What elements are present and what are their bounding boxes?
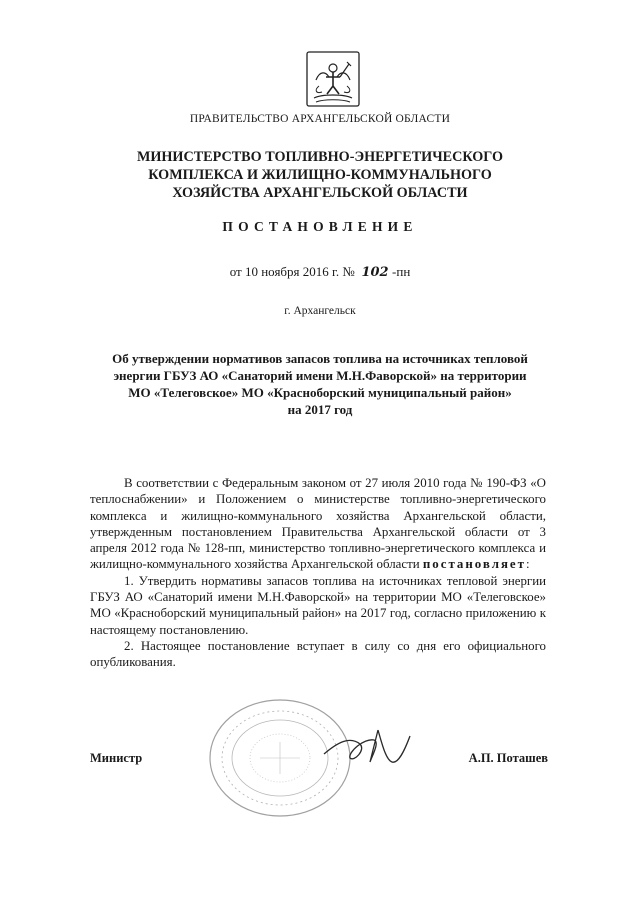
title-line: энергии ГБУЗ АО «Санаторий имени М.Н.Фаворской» на территории	[113, 368, 527, 383]
document-title	[110, 350, 530, 418]
ministry-line: ХОЗЯЙСТВА АРХАНГЕЛЬСКОЙ ОБЛАСТИ	[172, 185, 468, 201]
decree-colon: :	[525, 557, 530, 572]
decree-word: постановляет	[422, 557, 526, 572]
title-line: на 2017 год	[287, 402, 353, 417]
preamble-paragraph	[90, 475, 546, 573]
document-type: ПОСТАНОВЛЕНИЕ	[222, 219, 418, 234]
government-name: ПРАВИТЕЛЬСТВО АРХАНГЕЛЬСКОЙ ОБЛАСТИ	[189, 113, 451, 125]
handwritten-signature-icon	[320, 722, 415, 778]
document-date: от 10 ноября 2016 г. №	[229, 264, 355, 279]
ministry-line: КОМПЛЕКСА И ЖИЛИЩНО-КОММУНАЛЬНОГО	[148, 167, 492, 183]
title-line: Об утверждении нормативов запасов топлива на источниках тепловой	[112, 351, 528, 366]
document-body	[90, 475, 546, 671]
item-1: 1. Утвердить нормативы запасов топлива на источниках тепловой энергии ГБУЗ АО «Санаторий имени М.Н.Фаворской» на территории МО «Телеговское» МО «Красноборский муниципальный район» на 2017 год, согласно приложению к настоящему постановлению.	[90, 573, 546, 637]
signatory-name: А.П. Поташев	[468, 751, 548, 765]
city: г. Архангельск	[284, 305, 356, 317]
document-number-suffix: -пн	[392, 264, 411, 279]
ministry-name	[100, 148, 540, 202]
ministry-line: МИНИСТЕРСТВО ТОПЛИВНО-ЭНЕРГЕТИЧЕСКОГО	[136, 149, 504, 165]
item-2: 2. Настоящее постановление вступает в силу со дня его официального опубликования.	[90, 638, 546, 670]
arkhangelsk-coat-of-arms-icon	[302, 50, 364, 108]
date-number-line	[0, 264, 640, 280]
document-number: 102	[361, 265, 389, 280]
preamble-text: В соответствии с Федеральным законом от 27 июля 2010 года № 190-ФЗ «О теплоснабжении» и Положением о министерстве топливно-энергетического комплекса и жилищно-коммунального хозяйства Архангельской области, утвержденным постановлением Правительства Архангельской области от 3 апреля 2012 года № 128-пп, министерство топливно-энергетического комплекса и жилищно-коммунального хозяйства Архангельской области	[90, 476, 546, 572]
signatory-role: Министр	[90, 751, 143, 765]
title-line: МО «Телеговское» МО «Красноборский муниципальный район»	[128, 385, 512, 400]
